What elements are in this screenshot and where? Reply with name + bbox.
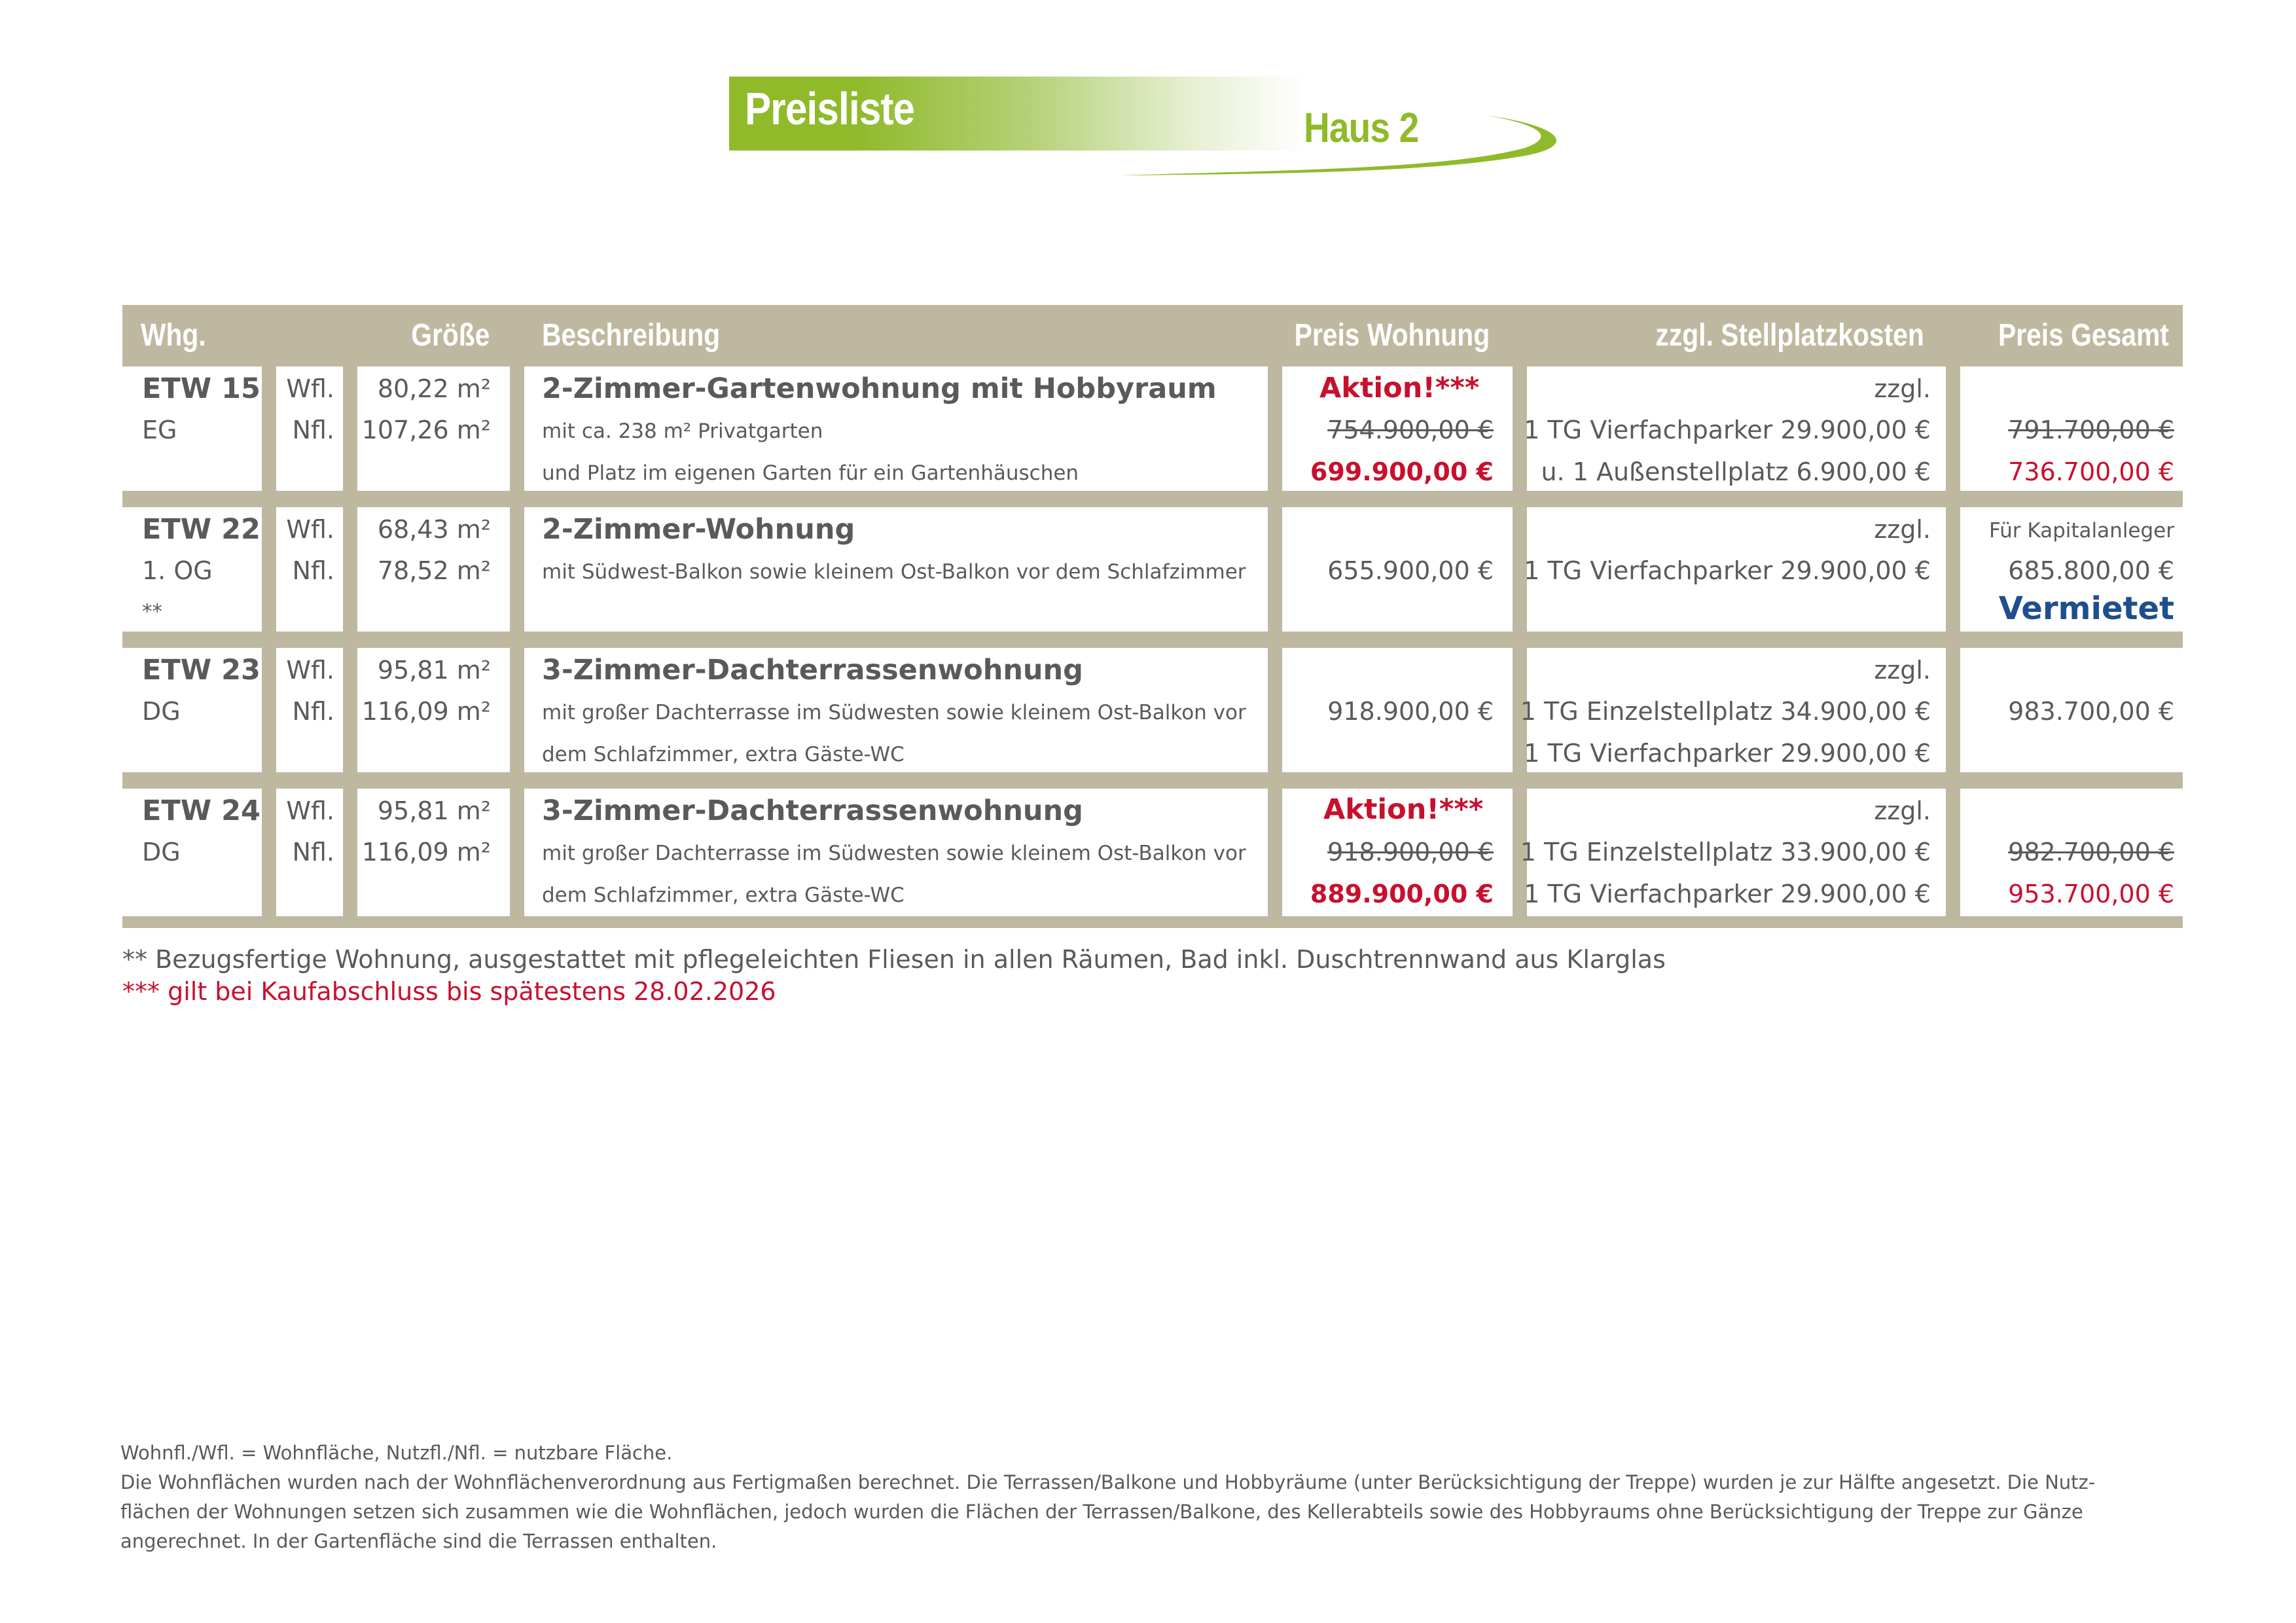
unit-floor: DG xyxy=(142,697,181,726)
wfl-value: 68,43 m² xyxy=(377,515,491,544)
parking-label: zzgl. xyxy=(1874,796,1931,825)
unit-title: 3-Zimmer-Dachterrassenwohnung xyxy=(542,794,1083,827)
action-price: 889.900,00 € xyxy=(1310,880,1494,908)
nfl-value: 116,09 m² xyxy=(361,697,491,726)
unit-floor: EG xyxy=(142,416,177,444)
investor-note: Für Kapitalanleger xyxy=(1988,519,2174,543)
parking-cost: 1 TG Vierfachparker 29.900,00 € xyxy=(1524,556,1931,585)
parking-cost: 1 TG Vierfachparker 29.900,00 € xyxy=(1524,739,1931,768)
status-badge: Vermietet xyxy=(1998,590,2174,627)
col-header-beschreibung: Beschreibung xyxy=(542,318,721,353)
unit-floor-note: ** xyxy=(142,600,162,624)
parking-cost: 1 TG Vierfachparker 29.900,00 € xyxy=(1524,416,1931,444)
action-label: Aktion!*** xyxy=(1323,793,1484,826)
col-header-whg: Whg. xyxy=(141,318,206,353)
unit-floor: 1. OG xyxy=(142,556,213,585)
unit-description: mit ca. 238 m² Privatgarten xyxy=(542,419,823,443)
col-header-stellplatz: zzgl. Stellplatzkosten xyxy=(1655,318,1924,353)
unit-description: und Platz im eigenen Garten für ein Gartenhäuschen xyxy=(542,461,1079,485)
total-price: 983.700,00 € xyxy=(2008,697,2174,726)
total-action-price: 953.700,00 € xyxy=(2008,880,2174,908)
total-action-price: 736.700,00 € xyxy=(2008,457,2174,486)
unit-description: mit Südwest-Balkon sowie kleinem Ost-Balkon vor dem Schlafzimmer xyxy=(542,560,1246,584)
nfl-label: Nfl. xyxy=(292,697,334,726)
col-header-preis-gesamt: Preis Gesamt xyxy=(1998,318,2169,353)
footer-text: angerechnet. In der Gartenfläche sind die Terrassen enthalten. xyxy=(120,1530,717,1552)
old-price: 918.900,00 € xyxy=(1327,838,1494,866)
house-title: Haus 2 xyxy=(1304,104,1419,151)
col-header-groesse: Größe xyxy=(410,318,490,353)
footer-text: Die Wohnflächen wurden nach der Wohnflächenverordnung aus Fertigmaßen berechnet. Die Terrassen/Balkone und Hobbyräume (unter Berücksichtigung der Treppe) wurden je zur Hälfte angesetzt. Die Nutz- xyxy=(120,1471,2096,1493)
nfl-value: 116,09 m² xyxy=(361,838,491,866)
total-old-price: 982.700,00 € xyxy=(2008,838,2174,866)
wfl-label: Wfl. xyxy=(286,374,334,403)
note-action-validity: *** gilt bei Kaufabschluss bis spätestens 28.02.2026 xyxy=(122,977,776,1006)
page-title: Preisliste xyxy=(745,83,915,134)
unit-description: dem Schlafzimmer, extra Gäste-WC xyxy=(542,743,905,766)
nfl-value: 107,26 m² xyxy=(361,416,491,444)
parking-label: zzgl. xyxy=(1874,656,1931,685)
wfl-value: 95,81 m² xyxy=(377,796,491,825)
unit-id: ETW 24 xyxy=(142,794,260,827)
footer-text: flächen der Wohnungen setzen sich zusammen wie die Wohnflächen, jedoch wurden die Flächen der Terrassen/Balkone, des Kellerabteils sowie des Hobbyraums ohne Berücksichtigung der Treppe zur Gänze xyxy=(120,1501,2083,1523)
parking-label: zzgl. xyxy=(1874,515,1931,544)
nfl-value: 78,52 m² xyxy=(377,556,491,585)
total-price: 685.800,00 € xyxy=(2008,556,2174,585)
total-old-price: 791.700,00 € xyxy=(2008,416,2174,444)
parking-cost: 1 TG Einzelstellplatz 33.900,00 € xyxy=(1520,838,1931,866)
unit-id: ETW 15 xyxy=(142,372,260,405)
action-price: 699.900,00 € xyxy=(1310,457,1494,486)
unit-id: ETW 23 xyxy=(142,654,260,687)
parking-cost: 1 TG Vierfachparker 29.900,00 € xyxy=(1524,880,1931,908)
note-move-in-ready: ** Bezugsfertige Wohnung, ausgestattet mit pflegeleichten Fliesen in allen Räumen, Bad inkl. Duschtrennwand aus Klarglas xyxy=(122,945,1666,974)
unit-id: ETW 22 xyxy=(142,513,260,546)
unit-price: 655.900,00 € xyxy=(1327,556,1494,585)
unit-description: mit großer Dachterrasse im Südwesten sowie kleinem Ost-Balkon vor xyxy=(542,842,1246,865)
nfl-label: Nfl. xyxy=(292,838,334,866)
old-price: 754.900,00 € xyxy=(1327,416,1494,444)
unit-title: 2-Zimmer-Gartenwohnung mit Hobbyraum xyxy=(542,372,1217,405)
wfl-label: Wfl. xyxy=(286,656,334,685)
unit-title: 3-Zimmer-Dachterrassenwohnung xyxy=(542,654,1083,687)
wfl-label: Wfl. xyxy=(286,515,334,544)
wfl-label: Wfl. xyxy=(286,796,334,825)
action-label: Aktion!*** xyxy=(1319,372,1480,404)
parking-cost: u. 1 Außenstellplatz 6.900,00 € xyxy=(1541,457,1931,486)
wfl-value: 95,81 m² xyxy=(377,656,491,685)
nfl-label: Nfl. xyxy=(292,416,334,444)
unit-floor: DG xyxy=(142,838,181,866)
nfl-label: Nfl. xyxy=(292,556,334,585)
footer-legend: Wohnfl./Wfl. = Wohnfläche, Nutzfl./Nfl. = nutzbare Fläche. xyxy=(120,1442,673,1464)
unit-price: 918.900,00 € xyxy=(1327,697,1494,726)
wfl-value: 80,22 m² xyxy=(377,374,491,403)
parking-cost: 1 TG Einzelstellplatz 34.900,00 € xyxy=(1520,697,1931,726)
unit-description: dem Schlafzimmer, extra Gäste-WC xyxy=(542,883,905,907)
parking-label: zzgl. xyxy=(1874,374,1931,403)
col-header-preis-wohnung: Preis Wohnung xyxy=(1294,318,1490,353)
unit-description: mit großer Dachterrasse im Südwesten sowie kleinem Ost-Balkon vor xyxy=(542,701,1246,724)
unit-title: 2-Zimmer-Wohnung xyxy=(542,513,855,546)
